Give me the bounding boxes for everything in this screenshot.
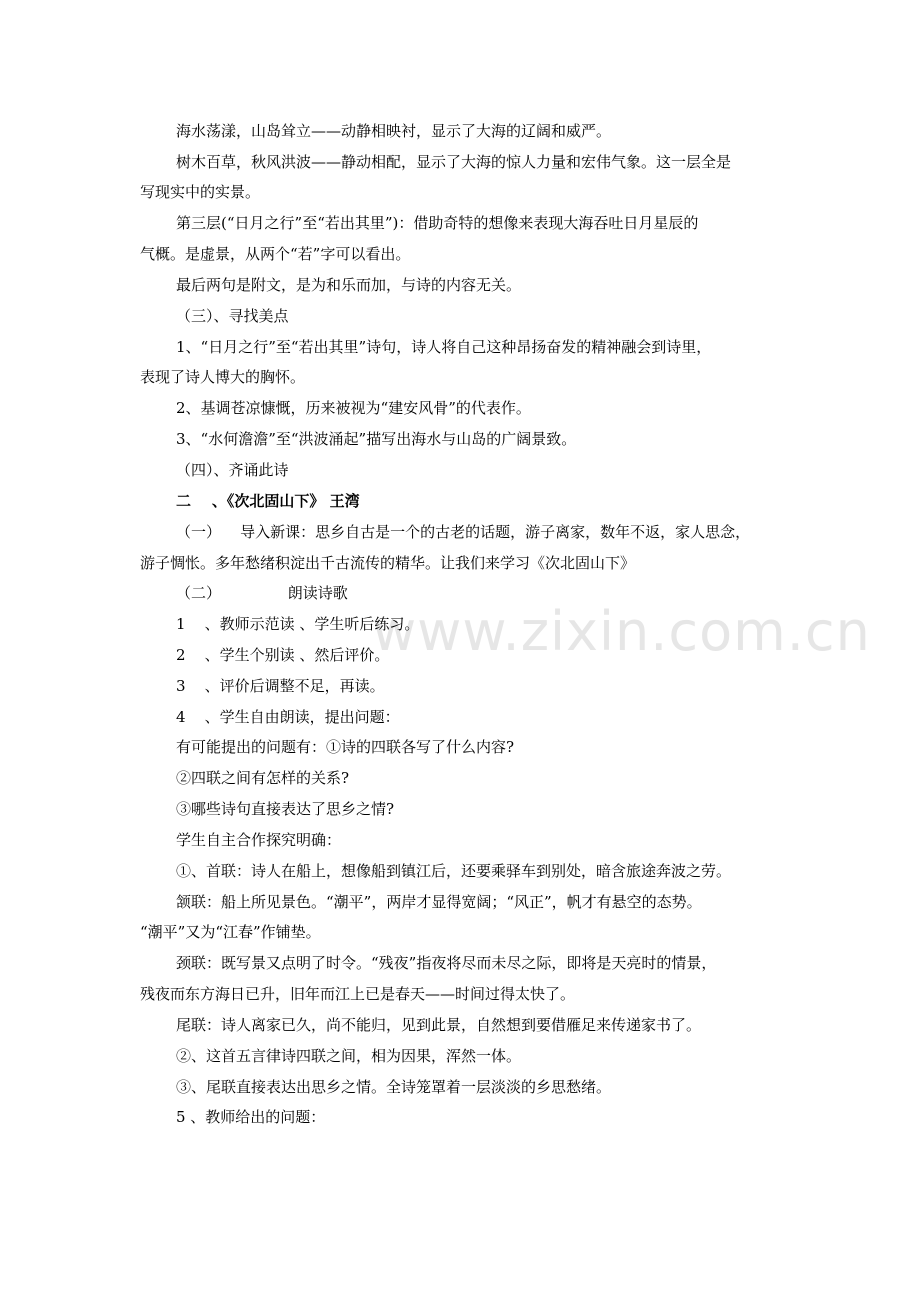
paragraph-line: （一） 导入新课：思乡自古是一个的古老的话题，游子离家，数年不返，家人思念， — [176, 523, 751, 541]
paragraph-line: ③、尾联直接表达出思乡之情。全诗笼罩着一层淡淡的乡思愁绪。 — [176, 1078, 612, 1096]
list-item: 2 、学生个别读 、然后评价。 — [176, 646, 390, 664]
paragraph-line: 颔联：船上所见景色。“潮平”，两岸才显得宽阔；“风正”，帆才有悬空的态势。 — [176, 893, 702, 911]
paragraph-line: ②、这首五言律诗四联之间，相为因果，浑然一体。 — [176, 1047, 522, 1065]
paragraph-line: 海水荡漾，山岛耸立——动静相映衬，显示了大海的辽阔和威严。 — [176, 122, 612, 140]
watermark: www.zixin.com.cn — [372, 600, 871, 663]
paragraph-line: ③哪些诗句直接表达了思乡之情? — [176, 800, 395, 818]
list-item: 5 、教师给出的问题： — [176, 1108, 326, 1126]
list-item: 4 、学生自由朗读，提出问题： — [176, 708, 400, 726]
paragraph-line: 3、“水何澹澹”至“洪波涌起”描写出海水与山岛的广阔景致。 — [176, 430, 577, 448]
list-item: 1 、教师示范读 、学生听后练习。 — [176, 615, 420, 633]
paragraph-line: ②四联之间有怎样的关系? — [176, 769, 350, 787]
paragraph-line: 气概。是虚景，从两个“若”字可以看出。 — [140, 245, 411, 263]
lesson-title: 二 、《次北固山下》 王湾 — [176, 492, 360, 510]
paragraph-line: 表现了诗人博大的胸怀。 — [140, 368, 306, 386]
paragraph-line: “潮平”又为“江春”作铺垫。 — [140, 923, 321, 941]
section-heading: （二） 朗读诗歌 — [176, 584, 348, 602]
paragraph-line: ①、首联：诗人在船上，想像船到镇江后，还要乘驿车到别处，暗含旅途奔波之劳。 — [176, 862, 732, 880]
paragraph-line: 最后两句是附文，是为和乐而加，与诗的内容无关。 — [176, 276, 522, 294]
paragraph-line: 游子惆怅。多年愁绪积淀出千古流传的精华。让我们来学习《次北固山下》 — [140, 554, 636, 572]
paragraph-line: 2、基调苍凉慷慨，历来被视为“建安风骨”的代表作。 — [176, 399, 531, 417]
paragraph-line: 写现实中的实景。 — [140, 183, 261, 201]
paragraph-line: 第三层(“日月之行”至“若出其里”)：借助奇特的想像来表现大海吞吐日月星辰的 — [176, 214, 699, 232]
section-heading: （三）、寻找美点 — [176, 307, 289, 325]
paragraph-line: 树木百草，秋风洪波——静动相配，显示了大海的惊人力量和宏伟气象。这一层全是 — [176, 153, 732, 171]
paragraph-line: 颈联：既写景又点明了时令。“残夜”指夜将尽而未尽之际，即将是天亮时的情景， — [176, 954, 717, 972]
paragraph-line: 残夜而东方海日已升，旧年而江上已是春天——时间过得太快了。 — [140, 985, 576, 1003]
list-item: 3 、评价后调整不足，再读。 — [176, 677, 385, 695]
section-heading: （四）、齐诵此诗 — [176, 461, 289, 479]
paragraph-line: 1、“日月之行”至“若出其里”诗句，诗人将自己这种昂扬奋发的精神融会到诗里， — [176, 338, 712, 356]
paragraph-line: 有可能提出的问题有：①诗的四联各写了什么内容? — [176, 738, 515, 756]
paragraph-line: 学生自主合作探究明确： — [176, 831, 342, 849]
paragraph-line: 尾联：诗人离家已久，尚不能归，见到此景，自然想到要借雁足来传递家书了。 — [176, 1016, 702, 1034]
